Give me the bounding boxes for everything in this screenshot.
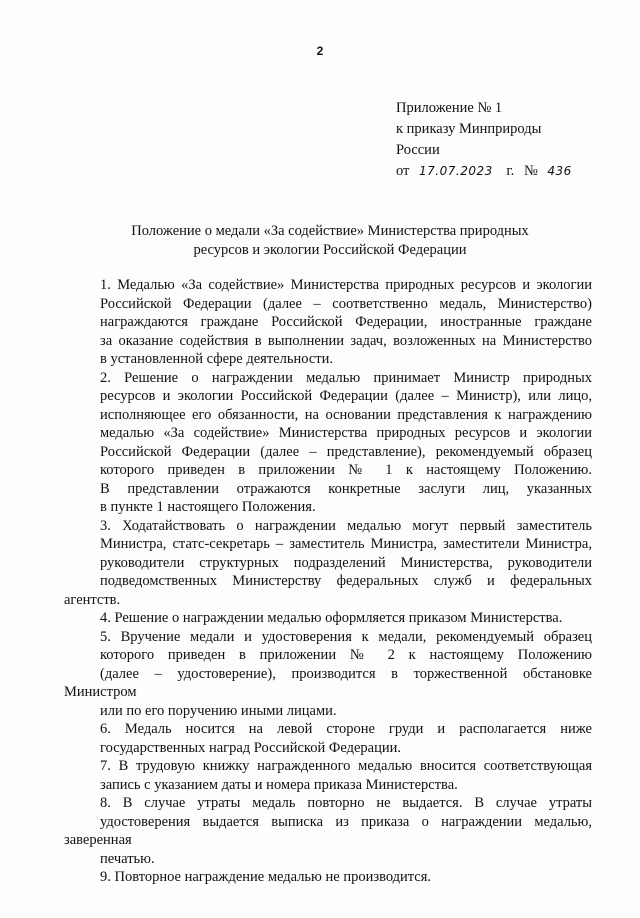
- paragraph-6: [64, 720, 592, 757]
- paragraph-line: ресурсов и экологии Российской Федерации (далее – Министр), или лицо,: [100, 388, 592, 404]
- paragraph-line: руководители структурных подразделений Министерства, руководители: [100, 554, 592, 571]
- number-prefix: №: [523, 163, 538, 179]
- paragraph-line: Российской Федерации (далее – представление), рекомендуемый образец: [100, 443, 592, 460]
- paragraph-line: 1. Медалью «За содействие» Министерства природных ресурсов и экологии: [100, 277, 592, 293]
- paragraph-line: В представлении отражаются конкретные заслуги лиц, указанных: [100, 480, 592, 497]
- paragraph-line: которого приведен в приложении № 2 к настоящему Положению: [100, 647, 592, 663]
- paragraph-line: Российской Федерации (далее – соответственно медаль, Министерство): [100, 295, 592, 312]
- paragraph-3: [64, 517, 592, 610]
- paragraph-1: [64, 276, 592, 369]
- page-number: 2: [316, 44, 324, 58]
- paragraph-line: 5. Вручение медали и удостоверения к медали, рекомендуемый образец: [100, 628, 592, 645]
- paragraph-line: исполняющее его обязанности, на основании представления к награждению: [100, 406, 592, 423]
- paragraph-2: [64, 369, 592, 517]
- paragraph-line: за оказание содействия в выполнении задач, возложенных на Министерство: [100, 332, 592, 349]
- paragraph-line: печатью.: [100, 850, 155, 867]
- paragraph-9: [64, 868, 592, 887]
- title-line-2: ресурсов и экологии Российской Федерации: [193, 242, 467, 258]
- paragraph-line: которого приведен в приложении № 1 к настоящему Положению.: [100, 462, 592, 478]
- paragraph-line: награждаются граждане Российской Федерации, иностранные граждане: [100, 314, 592, 330]
- year-suffix: г.: [506, 163, 515, 179]
- appendix-title: Приложение № 1: [396, 100, 503, 116]
- paragraph-line: 6. Медаль носится на левой стороне груди и располагается ниже: [100, 721, 592, 737]
- document-title: [70, 222, 590, 260]
- paragraph-line: 3. Ходатайствовать о награждении медалью могут первый заместитель: [100, 517, 592, 534]
- appendix-block: [396, 98, 616, 182]
- paragraph-line: (далее – удостоверение), производится в торжественной обстановке Министром: [64, 665, 592, 700]
- paragraph-7: [64, 757, 592, 794]
- appendix-date-line: [396, 161, 616, 182]
- paragraph-4: [64, 609, 592, 628]
- paragraph-line: подведомственных Министерству федеральных служб и федеральных агентств.: [64, 573, 592, 608]
- document-body: [64, 276, 592, 887]
- paragraph-line: медалью «За содействие» Министерства природных ресурсов и экологии: [100, 425, 592, 441]
- title-line-1: Положение о медали «За содействие» Министерства природных: [131, 223, 529, 239]
- paragraph-line: 2. Решение о награждении медалью принимает Министр природных: [100, 369, 592, 386]
- handwritten-date: 17.07.2023: [419, 164, 493, 178]
- paragraph-line: государственных наград Российской Федерации.: [100, 739, 401, 756]
- handwritten-number: 436: [547, 164, 572, 178]
- paragraph-line: удостоверения выдается выписка из приказа о награждении медалью, заверенная: [64, 813, 592, 848]
- date-prefix: от: [396, 163, 410, 179]
- paragraph-8: [64, 794, 592, 868]
- paragraph-line: запись с указанием даты и номера приказа Министерства.: [100, 776, 458, 793]
- paragraph-line: в пункте 1 настоящего Положения.: [100, 499, 316, 515]
- paragraph-line: 4. Решение о награждении медалью оформляется приказом Министерства.: [100, 610, 563, 626]
- paragraph-5: [64, 628, 592, 721]
- appendix-country: России: [396, 142, 440, 158]
- paragraph-line: Министра, статс-секретарь – заместитель Министра, заместители Министра,: [100, 536, 592, 552]
- paragraph-line: 9. Повторное награждение медалью не производится.: [100, 869, 432, 885]
- paragraph-line: или по его поручению иными лицами.: [100, 702, 337, 719]
- paragraph-line: 8. В случае утраты медаль повторно не выдается. В случае утраты: [100, 795, 592, 811]
- appendix-order-ref: к приказу Минприроды: [396, 121, 542, 137]
- paragraph-line: в установленной сфере деятельности.: [100, 351, 333, 367]
- paragraph-line: 7. В трудовую книжку награжденного медалью вносится соответствующая: [100, 758, 592, 774]
